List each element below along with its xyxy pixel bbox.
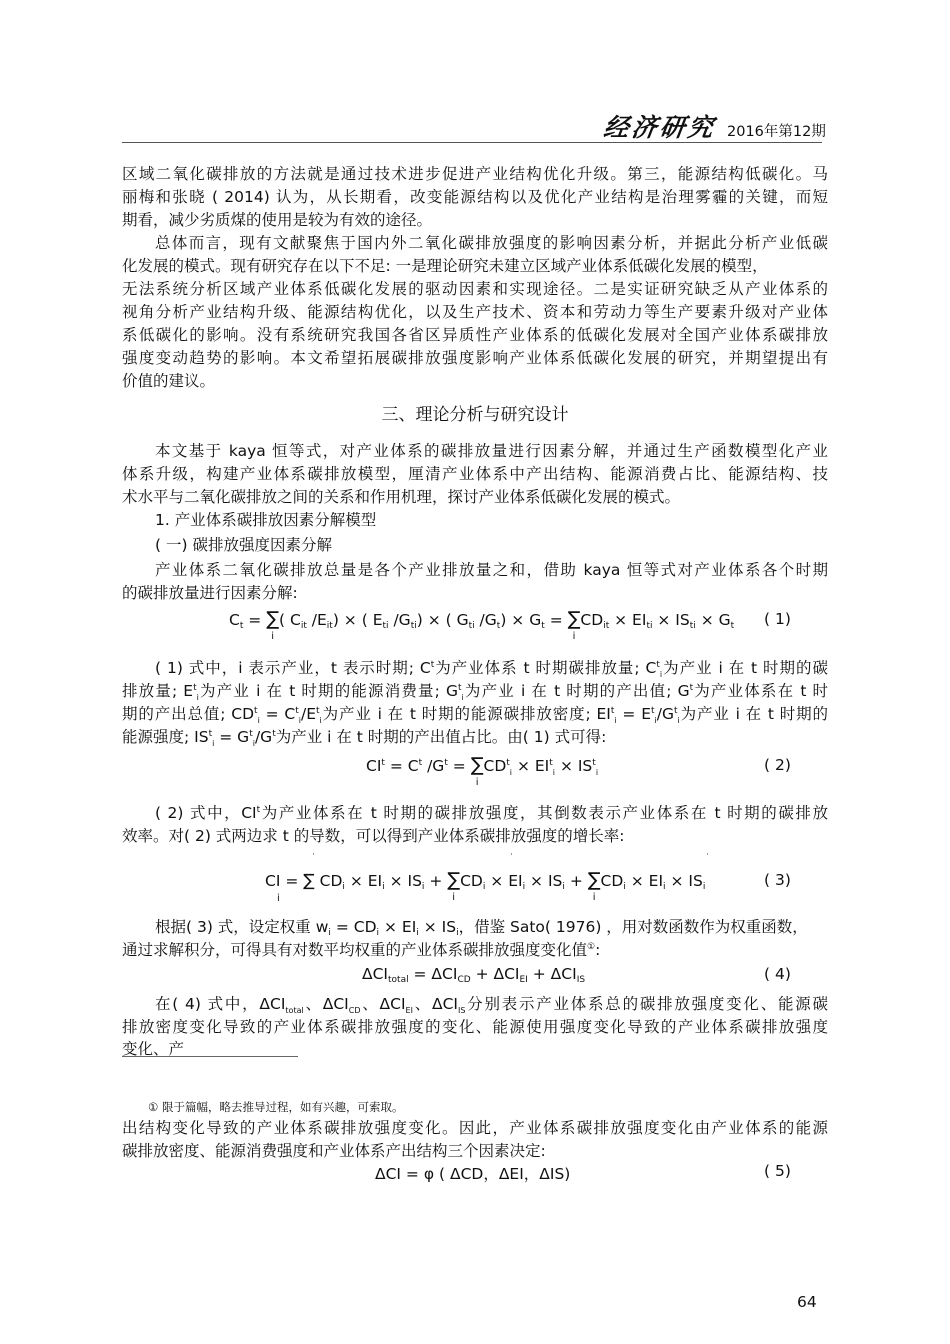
body-line: 排放密度变化导致的产业体系碳排放强度的变化、能源使用强度变化导致的产业体系碳排放强度 [122,1018,828,1036]
footnote: ① 限于篇幅，略去推导过程，如有兴趣，可索取。 [148,1100,404,1114]
equation-number: ( 2) [764,756,791,774]
body-line: 碳排放密度、能源消费强度和产业体系产出结构三个因素决定: [122,1142,546,1160]
body-line: 视角分析产业结构升级、能源结构优化，以及生产技术、资本和劳动力等生产要素升级对产业体 [122,303,828,321]
body-line: 期的产出总值; $CD^t_i = C^t_i/E^t_i$为产业 i 在 t 时期的能源碳排放密度; $EI^t_i = E^t_i/G^t_i$为产业 i 在 t 时期的 [122,705,828,725]
derivative-dot [313,853,314,855]
body-line: 出结构变化导致的产业体系碳排放强度变化。因此，产业体系碳排放强度变化由产业体系的能源 [122,1119,828,1137]
equation-number: ( 4) [764,965,791,983]
equation-1: $C_t$ = ∑ i ( $C_{it}$ $/E_{it}$) × ( $E_{ti}$ $/G_{ti}$) × ( $G_{ti}$ $/G_t) \times G_t$ = ∑ i $CD_{it} \times EI_{ti} \times IS_{ti} \times G_t$ [229,608,735,642]
body-line: 通过求解积分，可得具有对数平均权重的产业体系碳排放强度变化值①: [122,941,601,959]
derivative-dot [511,853,512,855]
body-line: 变化、产 [122,1040,185,1058]
section-title: 三、理论分析与研究设计 [381,405,569,425]
body-line: 排放量; $E^t_i$为产业 i 在 t 时期的能源消费量; $G^t_i$为产业 i 在 t 时期的产出值; $G^t$为产业体系在 t 时 [122,682,828,702]
equation-3: CI i = ∑ $CD_i \times EI_i \times IS_i$ + ∑ i $CD_i \times EI_i \times IS_i$ + ∑ i $CD_i \times EI_i \times IS_i$ [265,869,706,904]
body-line: 区域二氧化碳排放的方法就是通过技术进步促进产业结构优化升级。第三，能源结构低碳化。马 [122,165,828,183]
body-line: ( 1) 式中，i 表示产业，t 表示时期; $C^t$为产业体系 t 时期碳排放量; $C^t_i$为产业 i 在 t 时期的碳 [155,659,828,679]
header-rule [122,142,822,143]
equation-5: ΔCI = φ ( ΔCD，ΔEI，ΔIS) [375,1165,571,1183]
body-line: 的碳排放量进行因素分解: [122,584,298,602]
equation-number: ( 1) [764,610,791,628]
footnote-rule [122,1056,298,1057]
body-line: 术水平与二氧化碳排放之间的关系和作用机理，探讨产业体系低碳化发展的模式。 [122,488,681,506]
equation-2: $CI^t = C^t$ $/G^t$ = ∑ i $CD^t_i \times EI^t_i \times IS^t_i$ [366,754,599,788]
body-line: 系低碳化的影响。没有系统研究我国各省区异质性产业体系的低碳化发展对全国产业体系碳排放 [122,326,828,344]
body-line: 能源强度; $IS^t_i = G^t_i/G^t$为产业 i 在 t 时期的产出值占比。由( 1) 式可得: [122,728,607,748]
subsection-heading: 1. 产业体系碳排放因素分解模型 [155,511,377,529]
body-line: ( 2) 式中，$CI^t$为产业体系在 t 时期的碳排放强度，其倒数表示产业体系在 t 时期的碳排放 [155,804,828,822]
body-line: 根据( 3) 式，设定权重 $w_i = CD_i \times EI_i \times IS_i$，借鉴 Sato( 1976) ，用对数函数作为权重函数， [155,918,808,938]
equation-number: ( 5) [764,1162,791,1180]
body-line: 丽梅和张晓 ( 2014) 认为，从长期看，改变能源结构以及优化产业结构是治理雾霾的关键，而短 [122,188,828,206]
body-line: 化发展的模式。现有研究存在以下不足: 一是理论研究未建立区域产业体系低碳化发展的模型， [122,257,768,275]
body-line: 总体而言，现有文献聚焦于国内外二氧化碳排放强度的影响因素分析，并据此分析产业低碳 [155,234,828,252]
body-line: 价值的建议。 [122,372,216,390]
sum-symbol: ∑ i [567,608,581,642]
sum-symbol: ∑ i [587,869,601,903]
body-line: 期看，减少劣质煤的使用是较为有效的途径。 [122,211,433,229]
body-line: 强度变动趋势的影响。本文希望拓展碳排放强度影响产业体系低碳化发展的研究，并期望提出有 [122,349,828,367]
journal-logo: 经济研究 [601,113,718,142]
sum-symbol: ∑ i [266,608,280,642]
body-line: 无法系统分析区域产业体系低碳化发展的驱动因素和实现途径。二是实证研究缺乏从产业体系的 [122,280,828,298]
body-line: 本文基于 kaya 恒等式，对产业体系的碳排放量进行因素分解，并通过生产函数模型化产业 [155,442,828,460]
equation-number: ( 3) [764,871,791,889]
body-line: 效率。对( 2) 式两边求 t 的导数，可以得到产业体系碳排放强度的增长率: [122,827,625,845]
sum-symbol: ∑ i [447,869,461,903]
body-line: 产业体系二氧化碳排放总量是各个产业排放量之和，借助 kaya 恒等式对产业体系各个时期 [155,561,828,579]
subsection-heading: ( 一) 碳排放强度因素分解 [155,536,332,554]
ci-with-index: CI i [265,872,281,904]
journal-issue: 2016年第12期 [727,124,826,140]
derivative-dot [707,853,708,855]
footnote-ref[interactable]: ① [587,942,596,952]
body-line: 在( 4) 式中，$\Delta CI_{total}$、$\Delta CI_{CD}$、$\Delta CI_{EI}$、$\Delta CI_{IS}$分别表示产业体系总的碳排放强度变化、能源碳 [155,995,828,1015]
sum-symbol: ∑ i [470,754,484,788]
equation-4: $\Delta CI_{total} = \Delta CI_{CD} + \Delta CI_{EI} + \Delta CI_{IS}$ [362,965,586,985]
body-line: 体系升级，构建产业体系碳排放模型，厘清产业体系中产出结构、能源消费占比、能源结构、技 [122,465,828,483]
page-number: 64 [797,1293,817,1311]
